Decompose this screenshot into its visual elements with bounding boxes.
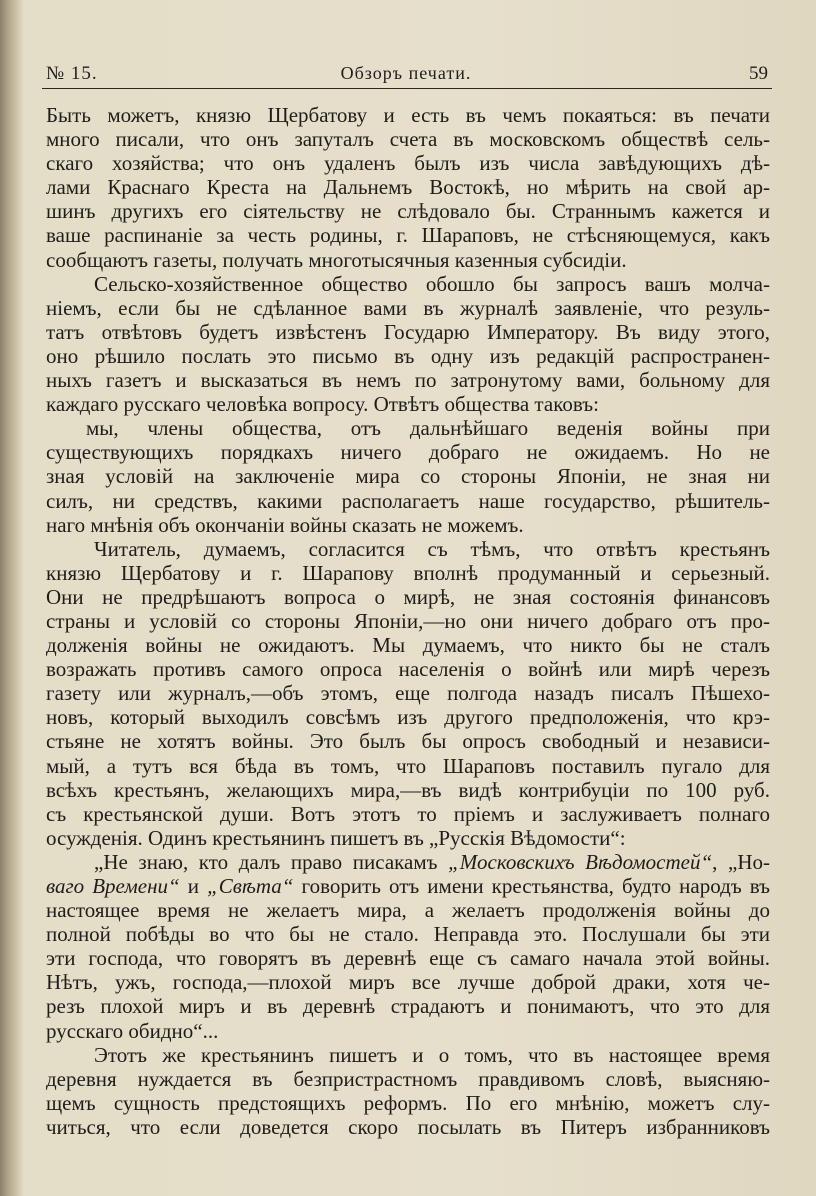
quote-text: говорить отъ имени крестьянства, будто народъ въ <box>293 874 770 898</box>
text-line: Нѣтъ, ужъ, господа,—плохой миръ все лучше доброй драки, хотя че- <box>46 970 770 995</box>
text-line: резъ плохой миръ и въ деревнѣ страдаютъ и понимаютъ, что это для <box>46 994 770 1019</box>
binding-edge <box>0 0 24 1196</box>
text-line: газету или журналъ,—объ этомъ, еще полгода назадъ писалъ Пѣшехо- <box>46 681 770 706</box>
text-line: возражать противъ самого опроса населенія о войнѣ или мирѣ черезъ <box>46 657 770 682</box>
text-line: оно рѣшило послать это письмо въ одну изъ редакцій распространен- <box>46 343 770 368</box>
text-line: стьяне не хотятъ войны. Это былъ бы опросъ свободный и независи- <box>46 729 770 754</box>
text-line: долженія войны не ожидаютъ. Мы думаемъ, что никто бы не сталъ <box>46 633 770 658</box>
text-line: князю Щербатову и г. Шарапову вполнѣ продуманный и серьезный. <box>46 560 770 585</box>
text-line: сообщаютъ газеты, получать многотысячныя казенныя субсидіи. <box>46 247 627 272</box>
text-line: существующихъ порядкахъ ничего добраго не ожидаемъ. Но не <box>46 440 770 465</box>
quote-text: „Не знаю, кто далъ право писакамъ <box>94 849 438 874</box>
issue-number: № 15. <box>46 63 98 84</box>
text-line: новъ, который выходилъ совсѣмъ изъ другого предположенія, что крэ- <box>46 705 770 730</box>
text-line: эти господа, что говорятъ въ деревнѣ еще съ самаго начала этой войны. <box>46 946 770 971</box>
text-line: Они не предрѣшаютъ вопроса о мирѣ, не зная состоянія финансовъ <box>46 584 770 609</box>
text-line: Быть можетъ, князю Щербатову и есть въ чемъ покаяться: въ печати <box>46 103 770 127</box>
newspaper-title: „Московскихъ Вѣдомостей“ <box>448 849 713 874</box>
text-line: полной побѣды во что бы не стало. Неправда это. Послушали бы эти <box>46 922 770 947</box>
header-rule <box>42 88 772 89</box>
text-line: Читатель, думаемъ, согласится съ тѣмъ, что отвѣтъ крестьянъ <box>94 536 770 561</box>
text-line: силъ, ни средствъ, какими располагаетъ наше государство, рѣшитель- <box>46 488 770 513</box>
quote-line <box>46 874 770 898</box>
text-line: деревня нуждается въ безпристрастномъ правдивомъ словѣ, выясняю- <box>46 1066 770 1091</box>
text-line: зная условій на заключеніе мира со стороны Японіи, не зная ни <box>46 464 770 489</box>
text-line: лами Краснаго Креста на Дальнемъ Востокѣ, но мѣрить на свой ар- <box>46 175 770 200</box>
quote-text: и <box>179 874 208 898</box>
text-line: щемъ сущность предстоящихъ реформъ. По его мнѣнію, можетъ слу- <box>46 1090 770 1115</box>
text-line: всѣхъ крестьянъ, желающихъ мира,—въ видѣ контрибуціи по 100 руб. <box>46 777 770 802</box>
text-line: скаго хозяйства; что онъ удаленъ былъ изъ числа завѣдующихъ дѣ- <box>46 151 770 176</box>
text-line: много писали, что онъ запуталъ счета въ московскомъ обществѣ сель- <box>46 127 770 152</box>
text-line: читься, что если доведется скоро посылать въ Питеръ избранниковъ <box>46 1114 770 1139</box>
text-line: русскаго обидно“... <box>46 1018 219 1043</box>
text-line: ніемъ, если бы не сдѣланное вами въ журналѣ заявленіе, что резуль- <box>46 295 770 320</box>
text-line: татъ отвѣтовъ будетъ извѣстенъ Государю Императору. Въ виду этого, <box>46 319 770 344</box>
article-body <box>46 103 770 1139</box>
newspaper-title: ваго Времени“ <box>46 874 180 898</box>
quote-text: , „Но- <box>712 849 771 874</box>
text-line: шинъ другихъ его сіятельству не слѣдовало бы. Страннымъ кажется и <box>46 199 770 224</box>
newspaper-title: „Свѣта“ <box>207 874 294 898</box>
text-line: съ крестьянской души. Вотъ этотъ то пріемъ и заслуживаетъ полнаго <box>46 801 770 826</box>
running-header <box>42 58 770 88</box>
text-line: мы, члены общества, отъ дальнѣйшаго веденія войны при <box>86 416 770 441</box>
text-line: Сельско-хозяйственное общество обошло бы запросъ вашъ молча- <box>94 271 770 296</box>
text-line: ваше распинаніе за честь родины, г. Шараповъ, не стѣсняющемуся, какъ <box>46 223 770 248</box>
text-line: страны и условій со стороны Японіи,—но они ничего добраго отъ про- <box>46 608 770 633</box>
page-number: 59 <box>749 63 768 84</box>
text-line: наго мнѣнія объ окончаніи войны сказать не можемъ. <box>46 512 524 537</box>
text-line: ныхъ газетъ и высказаться въ немъ по затронутому вами, больному для <box>46 368 770 393</box>
text-line: каждаго русскаго человѣка вопросу. Отвѣтъ общества таковъ: <box>46 392 599 417</box>
text-line: настоящее время не желаетъ мира, а желаетъ продолженія войны до <box>46 898 770 923</box>
section-title: Обзоръ печати. <box>340 63 472 83</box>
quote-line <box>46 850 770 874</box>
text-line: Этотъ же крестьянинъ пишетъ и о томъ, что въ настоящее время <box>94 1042 770 1067</box>
text-line: мый, а тутъ вся бѣда въ томъ, что Шараповъ поставилъ пугало для <box>46 753 770 778</box>
text-line: осужденія. Одинъ крестьянинъ пишетъ въ „Русскія Вѣдомости“: <box>46 825 626 850</box>
